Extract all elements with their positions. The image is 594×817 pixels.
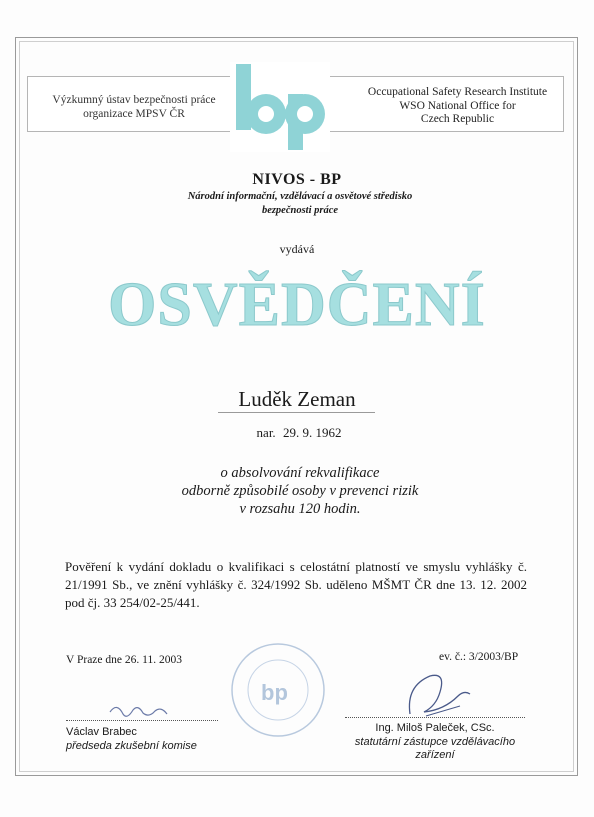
issues-label: vydává [279,242,315,256]
round-stamp [228,640,328,740]
issuer-subtitle-line1: Národní informační, vzdělávací a osvětové středisko [187,191,413,202]
header-right-line1: Occupational Safety Research Institute [367,86,548,98]
left-signer [66,725,226,753]
course-line2: odborně způsobilé osoby v prevenci rizik [181,483,419,499]
left-signer-role: předseda zkušební komise [66,740,197,752]
birth-date-row [0,425,594,441]
signature-right [400,666,480,722]
signature-line-left [66,720,218,721]
right-signer-name: Ing. Miloš Paleček, CSc. [375,722,495,734]
signature-line-right [345,717,525,718]
header-institute-en [355,86,560,127]
header-institute-cz [44,93,224,121]
header-right-line2: WSO National Office for [399,99,516,112]
issuer-name: NIVOS - BP [252,171,342,188]
right-signer [340,722,530,763]
holder-name: Luděk Zeman [238,387,356,411]
certificate-title: OSVĚDČENÍ [108,271,486,339]
issuer-subtitle-line2: bezpečnosti práce [261,205,339,216]
left-signer-name: Václav Brabec [66,726,137,738]
header-left-line2: organizace MPSV ČR [83,108,185,120]
place-date: V Praze dne 26. 11. 2003 [66,654,182,666]
course-line1: o absolvování rekvalifikace [220,465,380,481]
bp-logo [230,62,330,152]
name-underline [218,412,375,413]
authorization-text: Pověření k vydání dokladu o kvalifikaci s celostátní platností ve smyslu vyhlášky č. 21/1991 Sb., ve znění vyhlášky č. 324/1992 Sb. uděleno MŠMT ČR dne 13. 12. 2002 pod čj. 33 254/02-25/441. [65,559,527,610]
stamp-logo-text: bp [261,680,288,705]
right-signer-role-line1: statutární zástupce vzdělávacího [354,735,516,748]
header-left-line1: Výzkumný ústav bezpečnosti práce [52,94,216,106]
born-date: 29. 9. 1962 [282,425,342,440]
born-label: nar. [256,425,276,440]
course-line3: v rozsahu 120 hodin. [239,501,361,517]
course-description [150,464,450,518]
header-right-line3: Czech Republic [420,113,495,125]
right-signer-role-line2: zařízení [415,749,455,761]
issuer-subtitle [150,190,450,218]
registration-number: ev. č.: 3/2003/BP [439,651,519,663]
